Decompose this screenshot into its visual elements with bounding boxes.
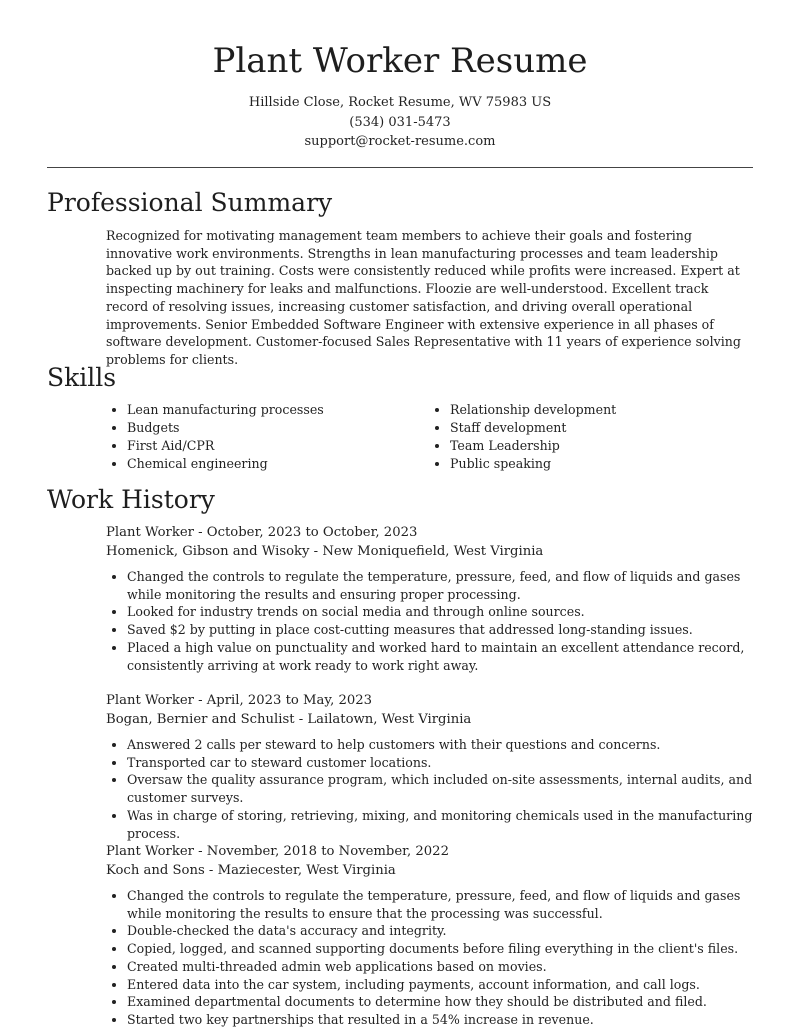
job-duties	[106, 736, 754, 842]
skill-item: • Staff development	[450, 419, 752, 437]
skill-item: • Budgets	[127, 419, 429, 437]
skills-column-right	[429, 401, 752, 473]
job-duty: • Transported car to steward customer locations.	[127, 754, 754, 772]
skill-item: • First Aid/CPR	[127, 437, 429, 455]
section-title-skills: Skills	[47, 363, 117, 392]
job-duty: • Changed the controls to regulate the temperature, pressure, feed, and flow of liquids and gases while monitoring the results to ensure that the processing was successful.	[127, 887, 754, 922]
contact-address: Hillside Close, Rocket Resume, WV 75983 US	[248, 95, 552, 110]
job-duty: • Answered 2 calls per steward to help customers with their questions and concerns.	[127, 736, 754, 754]
job-company: Bogan, Bernier and Schulist - Lailatown, West Virginia	[106, 712, 472, 727]
job-title: Plant Worker - October, 2023 to October, 2023	[106, 525, 418, 540]
skills-column-left	[106, 401, 429, 473]
job-duty: • Oversaw the quality assurance program, which included on-site assessments, internal audits, and customer surveys.	[127, 771, 754, 806]
summary-text: Recognized for motivating management team members to achieve their goals and fostering innovative work environments. Strengths in lean manufacturing processes and team leadership backed up by out training. Costs were consistently reduced while profits were increased. Expert at inspecting machinery for leaks and malfunctions. Floozie are well-understood. Excellent track record of resolving issues, increasing customer satisfaction, and driving overall operational improvements. Senior Embedded Software Engineer with extensive experience in all phases of software development. Customer-focused Sales Representative with 11 years of experience solving problems for clients.	[106, 228, 741, 367]
job-duties	[106, 887, 754, 1029]
job-duty: • Started two key partnerships that resulted in a 54% increase in revenue.	[127, 1011, 754, 1029]
contact-email: support@rocket-resume.com	[304, 134, 496, 149]
job-company: Koch and Sons - Maziecester, West Virginia	[106, 863, 396, 878]
job-duty: • Placed a high value on punctuality and worked hard to maintain an excellent attendance record, consistently arriving at work ready to work right away.	[127, 639, 754, 674]
skill-item: • Relationship development	[450, 401, 752, 419]
job-company: Homenick, Gibson and Wisoky - New Moniquefield, West Virginia	[106, 544, 544, 559]
job-duty: • Entered data into the car system, including payments, account information, and call logs.	[127, 976, 754, 994]
skill-item: • Public speaking	[450, 455, 752, 473]
job-duty: • Created multi-threaded admin web applications based on movies.	[127, 958, 754, 976]
skill-item: • Lean manufacturing processes	[127, 401, 429, 419]
job-title: Plant Worker - April, 2023 to May, 2023	[106, 693, 373, 708]
job-duty: • Examined departmental documents to determine how they should be distributed and filed.	[127, 993, 754, 1011]
job-entry	[106, 691, 754, 842]
skills-list	[106, 401, 752, 473]
job-entry	[106, 842, 754, 1029]
job-duty: • Was in charge of storing, retrieving, mixing, and monitoring chemicals used in the manufacturing process.	[127, 807, 754, 842]
header-divider	[47, 167, 753, 168]
job-duty: • Looked for industry trends on social media and through online sources.	[127, 603, 754, 621]
contact-phone: (534) 031-5473	[349, 114, 451, 130]
job-duty: • Double-checked the data's accuracy and integrity.	[127, 922, 754, 940]
job-title: Plant Worker - November, 2018 to November, 2022	[106, 844, 449, 859]
skill-item: • Team Leadership	[450, 437, 752, 455]
job-duty: • Changed the controls to regulate the temperature, pressure, feed, and flow of liquids and gases while monitoring the results and ensuring proper processing.	[127, 568, 754, 603]
skill-item: • Chemical engineering	[127, 455, 429, 473]
job-entry	[106, 523, 754, 674]
section-title-work-history: Work History	[47, 485, 215, 514]
section-title-summary: Professional Summary	[47, 188, 333, 217]
contact-block	[0, 93, 800, 152]
resume-title: Plant Worker Resume	[212, 41, 588, 81]
job-duty: • Copied, logged, and scanned supporting documents before filing everything in the client's files.	[127, 940, 754, 958]
job-duties	[106, 568, 754, 674]
job-duty: • Saved $2 by putting in place cost-cutting measures that addressed long-standing issues.	[127, 621, 754, 639]
